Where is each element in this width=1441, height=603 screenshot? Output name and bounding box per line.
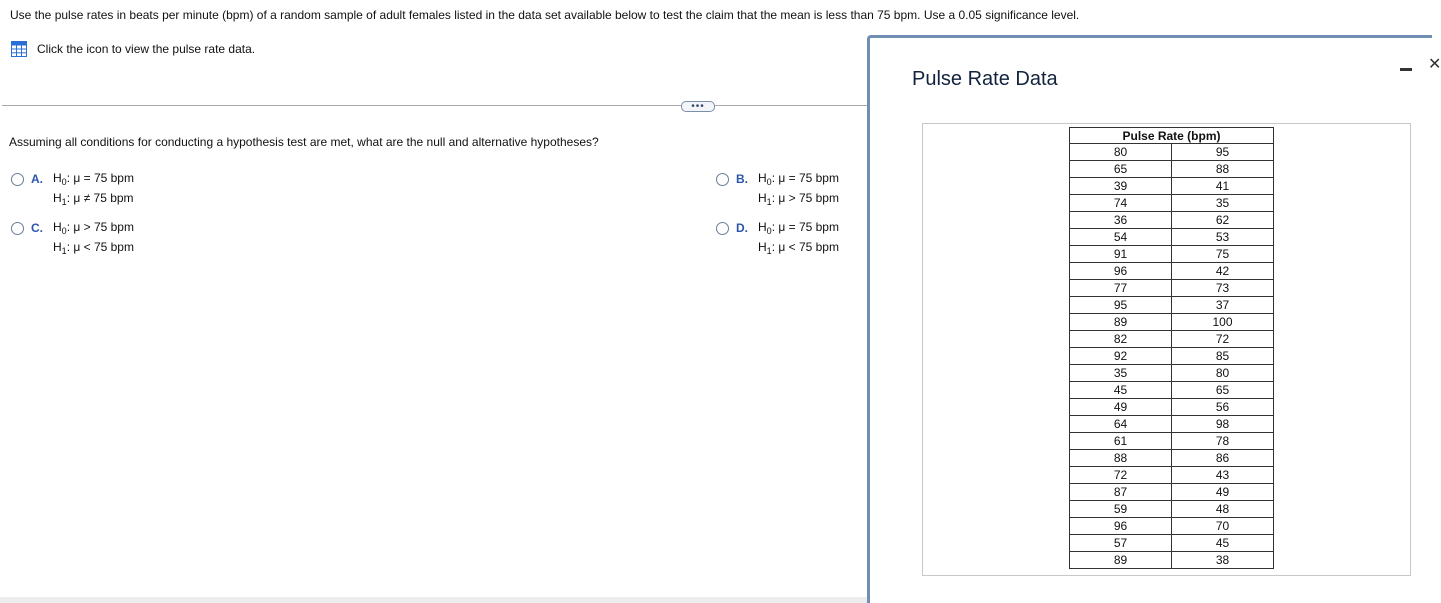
table-header: Pulse Rate (bpm) (1070, 128, 1274, 144)
table-row (1070, 501, 1274, 518)
table-row (1070, 297, 1274, 314)
table-cell: 92 (1070, 348, 1172, 365)
table-row (1070, 161, 1274, 178)
table-cell: 35 (1172, 195, 1274, 212)
option-b-letter: B. (736, 172, 748, 186)
table-row (1070, 280, 1274, 297)
table-cell: 96 (1070, 518, 1172, 535)
option-b-radio[interactable] (716, 173, 729, 186)
table-row (1070, 484, 1274, 501)
data-table-frame (922, 123, 1411, 576)
table-cell: 38 (1172, 552, 1274, 569)
table-cell: 91 (1070, 246, 1172, 263)
view-data-link-label[interactable]: Click the icon to view the pulse rate data. (37, 41, 256, 56)
option-d-letter: D. (736, 221, 748, 235)
table-cell: 64 (1070, 416, 1172, 433)
option-d[interactable] (716, 221, 839, 257)
option-c-h1: $H_1$: μ < 75 bpm (53, 240, 134, 256)
table-row (1070, 535, 1274, 552)
table-cell: 88 (1070, 450, 1172, 467)
table-cell: 95 (1070, 297, 1172, 314)
table-cell: 85 (1172, 348, 1274, 365)
table-cell: 45 (1172, 535, 1274, 552)
more-button[interactable]: ••• (681, 101, 715, 112)
table-cell: 61 (1070, 433, 1172, 450)
table-cell: 49 (1172, 484, 1274, 501)
table-cell: 42 (1172, 263, 1274, 280)
table-cell: 77 (1070, 280, 1172, 297)
table-row (1070, 467, 1274, 484)
table-row (1070, 365, 1274, 382)
option-a[interactable] (11, 172, 134, 208)
table-row (1070, 212, 1274, 229)
option-d-h1: $H_1$: μ < 75 bpm (758, 240, 839, 256)
bottom-strip (0, 597, 868, 603)
table-cell: 72 (1070, 467, 1172, 484)
table-cell: 95 (1172, 144, 1274, 161)
table-row (1070, 246, 1274, 263)
table-cell: 59 (1070, 501, 1172, 518)
table-row (1070, 348, 1274, 365)
table-row (1070, 331, 1274, 348)
option-b-h0: $H_0$: μ = 75 bpm (758, 171, 839, 187)
table-cell: 100 (1172, 314, 1274, 331)
table-cell: 72 (1172, 331, 1274, 348)
table-row (1070, 433, 1274, 450)
question-text: Use the pulse rates in beats per minute (bpm) of a random sample of adult females listed in the data set available below to test the claim that the mean is less than 75 bpm. Use a 0.05 significance level. (10, 8, 1080, 22)
table-row (1070, 399, 1274, 416)
table-cell: 82 (1070, 331, 1172, 348)
table-cell: 41 (1172, 178, 1274, 195)
table-row (1070, 382, 1274, 399)
table-row (1070, 552, 1274, 569)
popup-title: Pulse Rate Data (912, 68, 1058, 90)
table-cell: 86 (1172, 450, 1274, 467)
table-cell: 80 (1070, 144, 1172, 161)
table-cell: 98 (1172, 416, 1274, 433)
table-cell: 54 (1070, 229, 1172, 246)
option-b[interactable] (716, 172, 839, 208)
table-cell: 65 (1172, 382, 1274, 399)
option-d-h0: $H_0$: μ = 75 bpm (758, 220, 839, 236)
minimize-icon[interactable] (1400, 68, 1412, 71)
section-divider (2, 105, 867, 106)
option-b-h1: $H_1$: μ > 75 bpm (758, 191, 839, 207)
table-cell: 87 (1070, 484, 1172, 501)
table-cell: 78 (1172, 433, 1274, 450)
table-cell: 62 (1172, 212, 1274, 229)
table-row (1070, 195, 1274, 212)
table-row (1070, 450, 1274, 467)
table-cell: 88 (1172, 161, 1274, 178)
table-row (1070, 178, 1274, 195)
table-cell: 75 (1172, 246, 1274, 263)
table-cell: 57 (1070, 535, 1172, 552)
table-row (1070, 263, 1274, 280)
table-row (1070, 518, 1274, 535)
table-cell: 36 (1070, 212, 1172, 229)
table-row (1070, 144, 1274, 161)
view-data-link[interactable] (11, 40, 255, 57)
option-d-radio[interactable] (716, 222, 729, 235)
table-cell: 74 (1070, 195, 1172, 212)
close-icon[interactable]: ✕ (1428, 56, 1441, 73)
table-cell: 37 (1172, 297, 1274, 314)
table-cell: 65 (1070, 161, 1172, 178)
table-row (1070, 416, 1274, 433)
option-a-h1: $H_1$: μ ≠ 75 bpm (53, 191, 134, 207)
table-cell: 48 (1172, 501, 1274, 518)
option-a-letter: A. (31, 172, 43, 186)
pulse-rate-table (1069, 127, 1274, 569)
table-grid-icon[interactable] (11, 41, 27, 57)
option-a-h0: $H_0$: μ = 75 bpm (53, 171, 134, 187)
table-cell: 35 (1070, 365, 1172, 382)
table-row (1070, 314, 1274, 331)
table-cell: 43 (1172, 467, 1274, 484)
table-cell: 70 (1172, 518, 1274, 535)
table-row (1070, 229, 1274, 246)
table-cell: 53 (1172, 229, 1274, 246)
table-cell: 89 (1070, 552, 1172, 569)
table-cell: 73 (1172, 280, 1274, 297)
table-cell: 96 (1070, 263, 1172, 280)
hypothesis-prompt: Assuming all conditions for conducting a hypothesis test are met, what are the null and alternative hypotheses? (9, 135, 599, 149)
table-cell: 80 (1172, 365, 1274, 382)
table-cell: 56 (1172, 399, 1274, 416)
option-c-letter: C. (31, 221, 43, 235)
option-a-radio[interactable] (11, 173, 24, 186)
pulse-data-popup (867, 35, 1441, 603)
table-cell: 89 (1070, 314, 1172, 331)
table-cell: 39 (1070, 178, 1172, 195)
option-c-radio[interactable] (11, 222, 24, 235)
option-c-h0: $H_0$: μ > 75 bpm (53, 220, 134, 236)
table-cell: 49 (1070, 399, 1172, 416)
table-cell: 45 (1070, 382, 1172, 399)
option-c[interactable] (11, 221, 134, 257)
